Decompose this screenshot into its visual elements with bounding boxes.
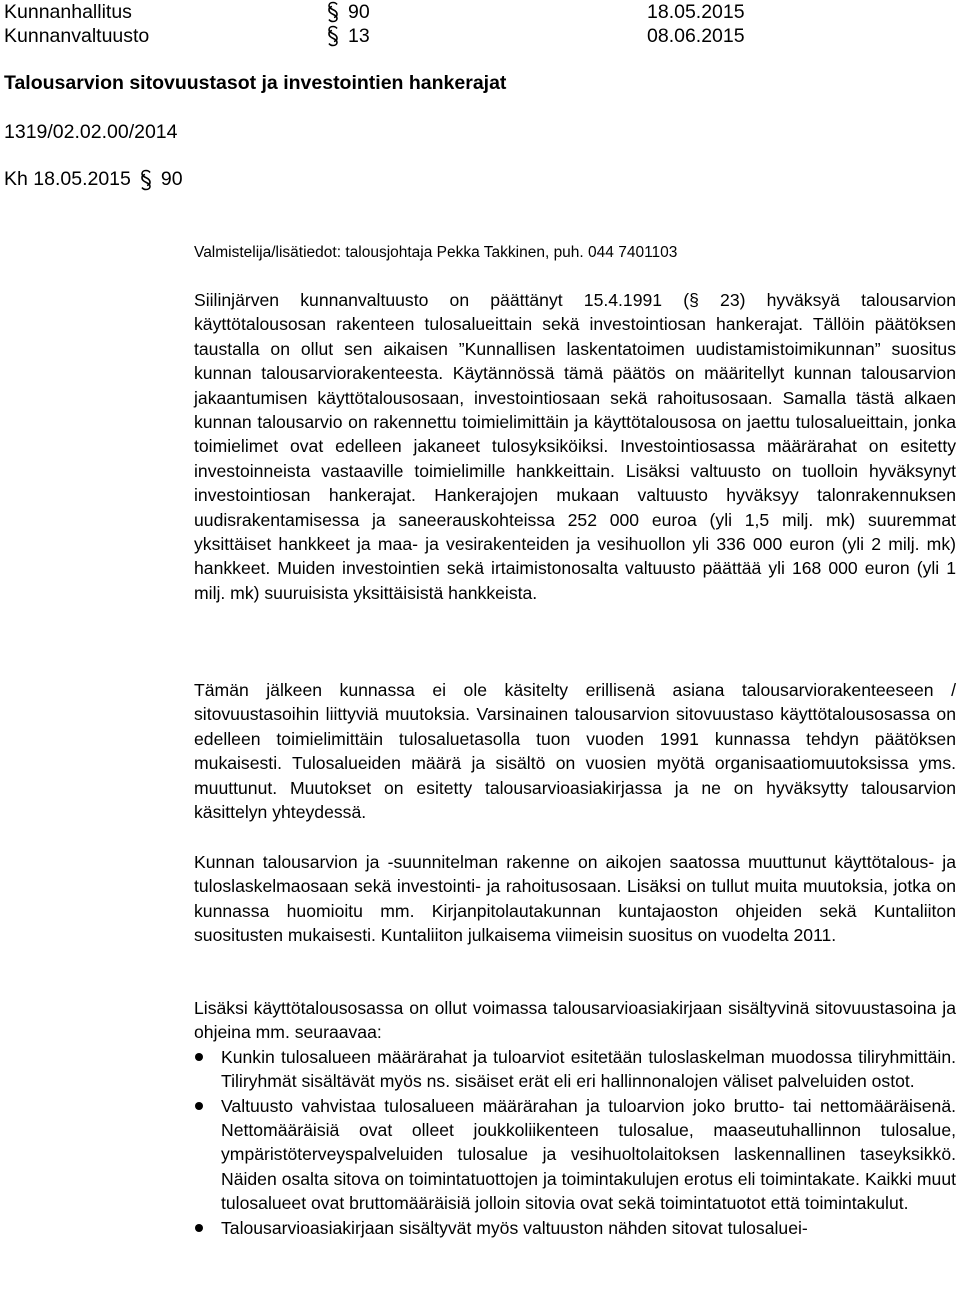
header-paragraph-number xyxy=(326,0,370,24)
list-item-text: Talousarvioasiakirjaan sisältyvät myös valtuuston nähden sitovat tulosaluei- xyxy=(221,1217,808,1238)
section-sign-icon xyxy=(326,25,340,47)
header-paragraph-number xyxy=(326,24,370,48)
section-sign-icon xyxy=(326,1,340,23)
list-item-text: Kunkin tulosalueen määrärahat ja tuloarviot esitetään tuloslaskelman muodossa tiliryhmittäin. Tiliryhmät sisältävät myös ns. sisäiset erät eli eri hallinnonalojen väliset palveluiden ostot. xyxy=(221,1046,956,1092)
paragraph-3-block xyxy=(194,850,956,948)
header-date: 18.05.2015 xyxy=(647,1,745,23)
body-paragraph: Tämän jälkeen kunnassa ei ole käsitelty erillisenä asiana talousarviorakenteeseen / sitovuustasoihin liittyviä muutoksia. Varsinainen talousarvion sitovuustaso käyttötalousosassa on edelleen toimielimittäin tulosaluetasolla tuon vuoden 1991 kunnassa tehdyn päätöksen mukaisesti. Tulosalueiden määrä ja sisältö on vuosien myötä organisaatiomuutoksissa yms. muuttunut. Muutokset on esitetty talousarvioasiakirjassa ja ne on hyväksytty talousarvion käsittelyn yhteydessä. xyxy=(194,680,956,823)
paragraph-1-block xyxy=(194,288,956,605)
paragraph-2-block xyxy=(194,678,956,824)
bullet-dot-icon xyxy=(195,1224,203,1232)
paragraph-4-block xyxy=(194,996,956,1240)
document-title: Talousarvion sitovuustasot ja investointien hankerajat xyxy=(4,72,507,94)
kh-number: 90 xyxy=(160,168,183,190)
bullet-dot-icon xyxy=(195,1102,203,1110)
header-number-text: 90 xyxy=(348,1,370,23)
list-item xyxy=(194,1094,956,1216)
header-number-text: 13 xyxy=(348,25,370,47)
body-paragraph: Kunnan talousarvion ja -suunnitelman rakenne on aikojen saatossa muuttunut käyttötalous- ja tuloslaskelmaosaan sekä investointi- ja rahoitusosaan. Lisäksi on tullut muita muutoksia, jotka on kunnassa huomioitu mm. Kirjanpitolautakunnan kuntajaoston ohjeiden sekä Kuntaliiton suositusten mukaisesti. Kuntaliiton julkaisema viimeisin suositus on vuodelta 2011. xyxy=(194,852,956,946)
list-item xyxy=(194,1045,956,1094)
kh-reference xyxy=(4,168,183,191)
header-body-name: Kunnanhallitus xyxy=(4,1,132,23)
bullet-dot-icon xyxy=(195,1053,203,1061)
header-body-name: Kunnanvaltuusto xyxy=(4,25,150,47)
list-item xyxy=(194,1216,956,1240)
preparer-info: Valmistelija/lisätiedot: talousjohtaja Pekka Takkinen, puh. 044 7401103 xyxy=(194,244,678,261)
section-sign-icon xyxy=(139,169,153,191)
list-item-text: Valtuusto vahvistaa tulosalueen määrärahan ja tuloarvion joko brutto- tai nettomääräisenä. Nettomääräisiä ovat olleet joukkoliikenteen tulosalue, maaseutuhallinnon tulosalue, ympäristöterveyspalveluiden tulosalue ja vesihuoltolaitoksen laskennallinen taseyksikkö. Näiden osalta sitova on toimintatuottojen ja toimintakulujen erotus eli toimintakate. Kaikki muut tulosalueet ovat bruttomääräisiä jolloin sitovia ovat sekä toimintatuotot että toimintakulut. xyxy=(221,1095,956,1214)
header-date: 08.06.2015 xyxy=(647,25,745,47)
diary-number: 1319/02.02.00/2014 xyxy=(4,121,178,143)
bullet-list xyxy=(194,1045,956,1240)
body-paragraph: Lisäksi käyttötalousosassa on ollut voimassa talousarvioasiakirjaan sisältyvinä sitovuustasoina ja ohjeina mm. seuraavaa: xyxy=(194,998,956,1043)
kh-date: Kh 18.05.2015 xyxy=(4,168,131,190)
body-paragraph: Siilinjärven kunnanvaltuusto on päättänyt 15.4.1991 (§ 23) hyväksyä talousarvion käyttötalousosan rakenteen tulosalueittain sekä investointiosan hankerajat. Tällöin päätöksen taustalla on ollut sen aikaisen ”Kunnallisen laskentatoimen uudistamistoimikunnan” suositus kunnan talousarviorakenteesta. Käytännössä tämä päätös on määritellyt kunnan talousarvion jakaantumisen käyttötalousosaan, investointiosaan sekä rahoitusosaan. Samalla tästä alkaen kunnan talousarvio on rakennettu toimielimittäin ja käyttötalousosa on jaettu tulosalueittain, jonka toimielimet ovat edelleen jakaneet tulosyksiköiksi. Investointiosassa määrärahat on esitetty investoinneista vastaaville toimielimille hankkeittain. Lisäksi valtuusto on tuolloin hyväksynyt investointiosan hankerajat. Hankerajojen mukaan valtuusto hyväksyy talonrakennuksen uudisrakentamisessa ja saneerauskohteissa 252 000 euroa (yli 1,5 milj. mk) suuremmat yksittäiset hankkeet ja maa- ja vesirakenteiden ja vesihuollon yli 336 000 euron (yli 2 milj. mk) hankkeet. Muiden investointien sekä irtaimistonosalta valtuusto päättää yli 168 000 euron (yli 1 milj. mk) suuruisista yksittäisistä hankkeista. xyxy=(194,290,956,603)
